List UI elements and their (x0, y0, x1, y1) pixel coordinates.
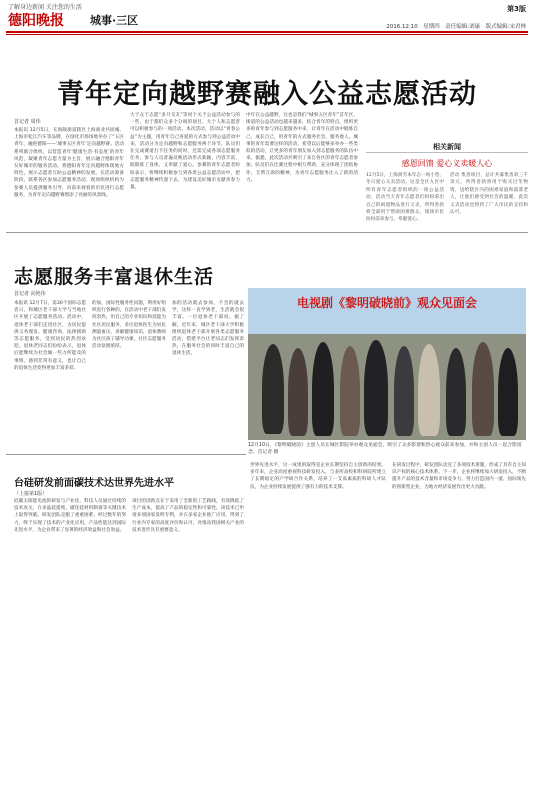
related-news-title: 感恩回馈 爱心义卖暖人心 (401, 159, 493, 168)
related-news-column-2: 活动 集善项目，总计共募集善款三千余元，所得善款将用于购买过冬物资，送给辖区内的困难家庭和孤寡老人，让他们感受到社会的温暖，此次义卖活动也得到了广大市民的支持和认可。 (450, 173, 528, 216)
masthead (6, 2, 528, 32)
newspaper-logo: 德阳晚报 (8, 13, 64, 29)
photo-crowd (248, 334, 526, 440)
article1-column-2: 大于众于志愿“多月交友”等同个关于公益活动参与的一些，由于都们众多个分项的项目，大个人和志愿者可以积极参与的一项活动。本次活动，活动以“青春公益”为主题，用青年自己喜爱的方式参与到公益活动中来，活动分为定向越野和志愿服务两个环节，队员们在完成赛道打卡任务的同时，还需完成各项志愿服务任务，参与人员普遍反映活动形式新颖，内容丰富，既锻炼了身体，又奉献了爱心。参赛的青年志愿者纷纷表示，将继续积极参与到各类公益志愿活动中，把志愿服务精神传递下去，为建设美好城市贡献青春力量。 (130, 113, 240, 191)
photo-person (340, 346, 360, 436)
photo-person (498, 348, 518, 436)
article-divider (6, 454, 246, 455)
article3-byline: （上接第1版） (14, 491, 48, 497)
section-title: 城事·三区 (90, 14, 139, 27)
photo-banner-text: 电视剧《黎明破晓前》观众见面会 (296, 296, 477, 310)
related-news-header: 相关新闻 (433, 143, 461, 151)
article2-headline: 志愿服务丰富退休生活 (14, 266, 215, 288)
masthead-rule-thin (6, 34, 528, 35)
article1-column-3: 中年在公益越野，这也是我们“城事五区青年”首年区，街道的公益活动也越来越多，结合青年的特点，组织更多的青年参与到志愿服务中来，让青年在活动中锻炼自己、成长自己，用青年的方式服务社会、服务他人。城事的青年需要这样的活动，希望以后能够多举办一些类似的活动，让更多的青年朋友加入到志愿服务的队伍中来。据悉，此次活动共吸引了来自各区的青年志愿者参加，队员们在比赛过程中相互帮助，充分体现了团结协作、互帮互助的精神，为青年志愿服务注入了新的活力。 (246, 113, 358, 183)
article1-headline: 青年定向越野赛融入公益志愿活动 (57, 79, 477, 110)
photo-person (288, 348, 308, 436)
photo-person (418, 344, 440, 436)
article2-column-1: 本报讯 12月7日，第30个国际志愿者日，和城区老干部大学与当地社区开展了志愿服务活动。活动中，退休老干部们走进社区，为居民提供义务理发、健康咨询、法律援助等志愿服务，受到居民的热烈欢迎。退休老同志们纷纷表示，退休后能继续为社会做一些力所能及的事情，感到非常有意义，也让自己的退休生活变得更加丰富多彩。 (14, 301, 86, 371)
section-divider (6, 232, 528, 233)
article3-headline: 台硅研发前面碳技术达世界先进水平 (14, 478, 174, 489)
article3-column-1: 硅碳太阳能电池的研发与产业化，科技人员通过持续的技术攻关，在多晶硅提纯、碳化硅材料制备等关键技术上取得突破。研发团队克服了重重困难，经过数年的努力，终于实现了技术的产业化应用，产品性能达到国际先进水平，为企业带来了显著的经济效益和社会效益。 (14, 499, 126, 533)
article1-byline: 首记者 周伟 (14, 119, 41, 125)
photo-person (364, 340, 388, 436)
page-number: 第3版 (507, 5, 526, 13)
photo-caption: 12月10日，《黎明破晓前》主创人员在城区影院举办观众见面会，吸引了众多影迷和热心观众前来参加，并和主创人员一起合影留念。首记者 摄 (248, 443, 522, 455)
photo-person (262, 344, 284, 434)
article2-column-2: 的加，国际性服务性问题，利用好组织进行各种的，在活动中老干部们发挥余热，用自己的专业知识和技能为社区居民服务，多位退休医生为居民测量血压、讲解健康知识，退休教师为社区孩子辅导功课，社区志愿服务活动氛围浓厚。 (92, 301, 166, 350)
related-news-rule (366, 152, 528, 153)
edition-meta: 2016.12.10 星期四 责任编辑:刘康 版式编辑:宋君林 (386, 24, 526, 30)
article2-column-3: 加的活动就去参加，不会的就去学，这样一直学到老，生活就会很丰富。一位退休老干部说。据了解，近年来，城区老干部大学积极组织退休老干部开展各类志愿服务活动，搭建平台让老同志们发挥余热，在服务社会的同时丰富自己的退休生活。 (172, 301, 244, 357)
related-news-column-1: 12月5日，上海滑雪本年志一场小型、冬日爱心义卖活动。这是全区九区中所有青年志愿者组织的一项公益活动，活动当天青年志愿者们纷纷拿出自己的闲置物品进行义卖，所得善款将全部用于帮助困难群众，现场市民纷纷前来参与，奉献爱心。 (366, 173, 444, 223)
masthead-rule (6, 31, 528, 33)
photo-person (472, 342, 494, 436)
article1-column-1: 本报讯 12月5日，在海陵街道辖区上海商业共同城，上海市松江汽车等品牌，在绿化市场场地举办了“五区青年，融进德阳——‘城事五区青年’定向越野赛。活动系列联合组织，以营造青年‘健康生活·有态度’的青年风范，凝聚青年志愿力量为主旨，展示融合德阳青年友好城市的服务活动。将德阳青年定向越野体现地方特色，展示志愿者互助公益精神的发展。在活动筹备阶段，联系各区参加志愿服务活动，现场组织机构为参赛人员提供服务引导，向前来观看的市民进行志愿服务，为青年定向越野赛增添了亮丽的风景线。 (14, 128, 124, 198)
article2-byline: 首记者 向艳伟 (14, 291, 46, 297)
masthead-slogan: 了解身边新闻 关注您的生活 (8, 4, 82, 11)
article3-column-3: 世界先进水平，这一成果的取得是企业长期坚持自主创新的结果。多年来，企业高度重视科技研发投入，与多所高校和科研院所建立了长期稳定的产学研合作关系，培养了一支高素质的科研人才队伍，为企业持续发展提供了强有力的技术支撑。 (250, 463, 386, 490)
photo-person (394, 346, 414, 436)
article3-column-4: 在研发过程中，研发团队攻克了多项技术难题，形成了具有自主知识产权的核心技术体系。下一步，企业将继续加大研发投入，不断提升产品的技术含量和市场竞争力，努力打造国内一流、国际领先的创新型企业，为地方经济发展作出更大贡献。 (392, 463, 526, 490)
article3-column-2: 项目的创新点在于采用了全新的工艺路线，有效降低了生产成本，提高了产品的稳定性和可靠性。该技术已申请多项国家发明专利，并在多家企业推广应用，得到了行业内专家的高度评价和认可，对推动我国相关产业的技术进步具有重要意义。 (132, 499, 244, 533)
photo-person (312, 342, 334, 436)
event-photo (248, 288, 526, 440)
photo-person (446, 348, 466, 436)
